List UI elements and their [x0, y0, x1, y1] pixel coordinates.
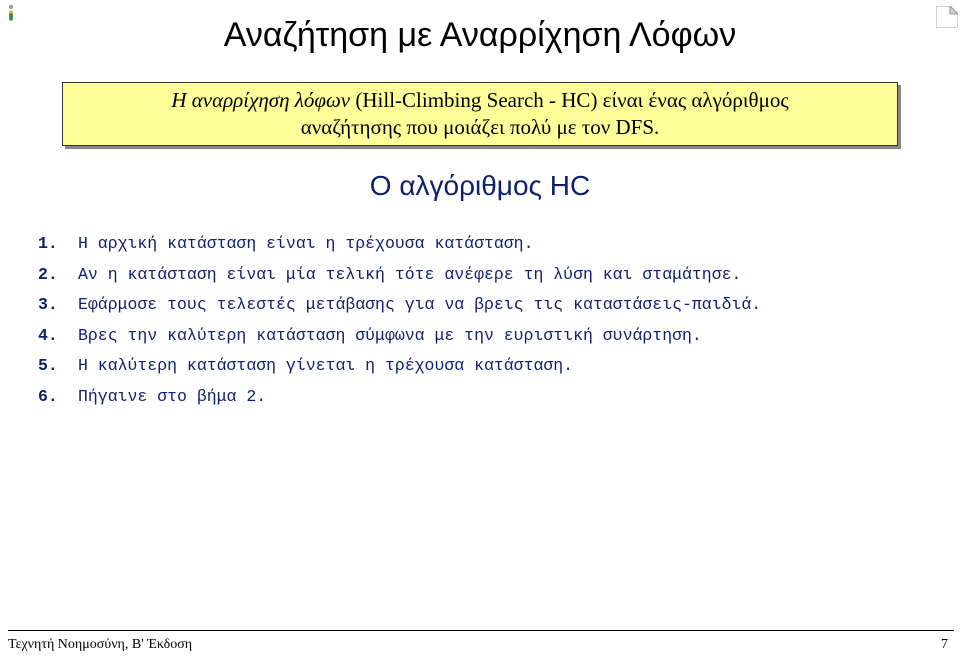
page-title: Αναζήτηση με Αναρρίχηση Λόφων	[223, 16, 737, 54]
step-number: 6.	[38, 386, 58, 406]
step-number: 5.	[38, 356, 58, 375]
step-item	[38, 382, 761, 413]
step-text: Η αρχική κατάσταση είναι η τρέχουσα κατάσταση.	[78, 234, 534, 253]
step-number: 2.	[38, 264, 58, 284]
step-text: Εφάρμοσε τους τελεστές μετάβασης για να βρεις τις καταστάσεις-παιδιά.	[78, 295, 762, 314]
step-number: 1.	[38, 234, 58, 253]
step-item	[38, 229, 761, 260]
step-text: Αν η κατάσταση είναι μία τελική τότε ανέφερε τη λύση και σταμάτησε.	[78, 264, 742, 284]
step-item	[38, 290, 761, 321]
page-number: 7	[941, 637, 948, 652]
intro-line-1	[63, 87, 897, 114]
step-item	[38, 351, 761, 382]
step-number: 4.	[38, 325, 58, 345]
intro-emphasis: Η αναρρίχηση λόφων	[171, 88, 351, 112]
step-text: Βρες την καλύτερη κατάσταση σύμφωνα με την ευριστική συνάρτηση.	[78, 325, 702, 345]
step-item	[38, 260, 761, 291]
footer-book-title: Τεχνητή Νοημοσύνη, B' Έκδοση	[8, 637, 193, 652]
intro-box	[62, 82, 898, 146]
algorithm-heading: Ο αλγόριθμος HC	[369, 170, 591, 201]
intro-line-2: αναζήτησης που μοιάζει πολύ με τον DFS.	[300, 115, 660, 139]
footer-divider	[8, 630, 954, 631]
step-item	[38, 321, 761, 352]
step-number: 3.	[38, 295, 58, 314]
step-text: Η καλύτερη κατάσταση γίνεται η τρέχουσα κατάσταση.	[78, 356, 574, 375]
intro-text: (Hill-Climbing Search - HC) είναι ένας αλγόριθμος	[350, 88, 789, 112]
step-text: Πήγαινε στο βήμα 2.	[78, 386, 267, 406]
algorithm-steps	[38, 229, 761, 412]
